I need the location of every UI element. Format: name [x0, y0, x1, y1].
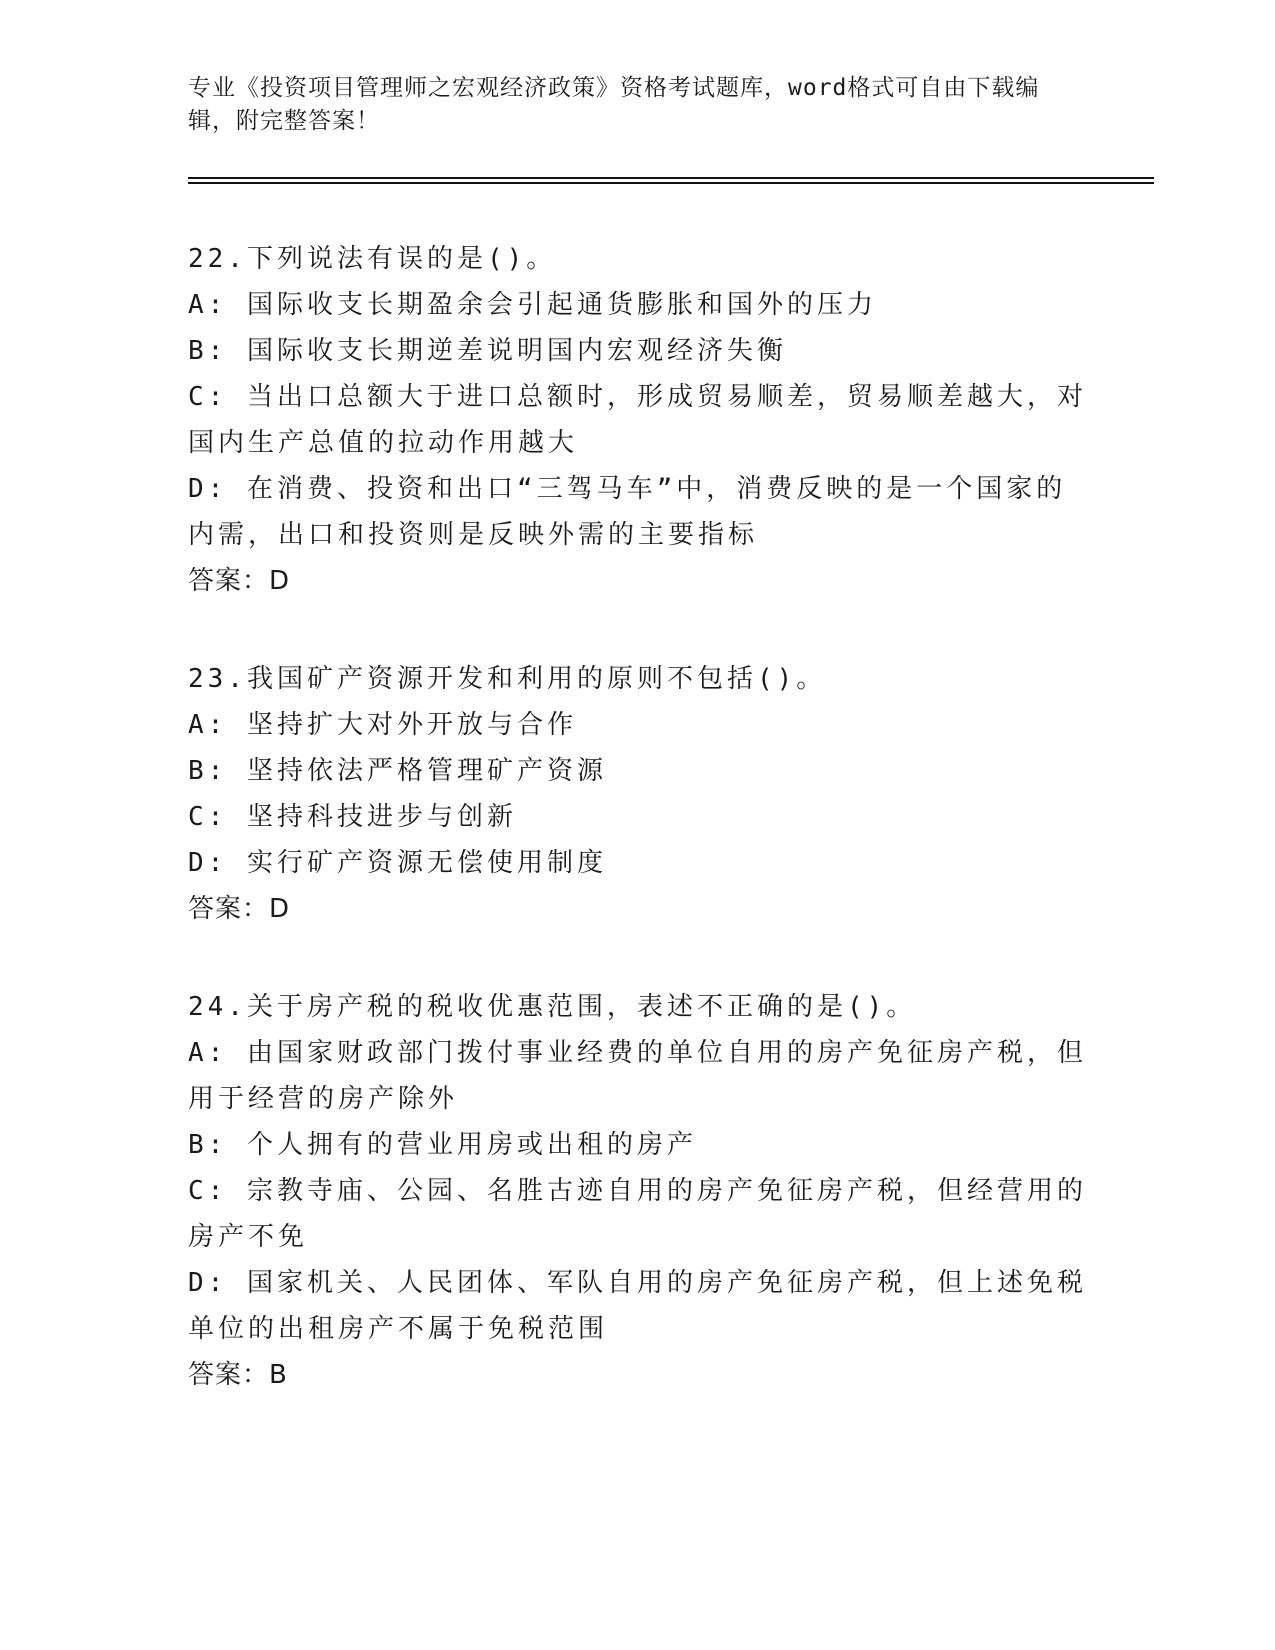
option-c: C: 坚持科技进步与创新 — [188, 802, 517, 832]
question-23 — [188, 656, 1088, 932]
option-b: B: 个人拥有的营业用房或出租的房产 — [188, 1130, 697, 1160]
option-a: A: 国际收支长期盈余会引起通货膨胀和国外的压力 — [188, 290, 877, 320]
answer-line: 答案：B — [188, 1360, 288, 1390]
question-list — [188, 236, 1088, 1450]
option-b: B: 国际收支长期逆差说明国内宏观经济失衡 — [188, 336, 787, 366]
document-header: 专业《投资项目管理师之宏观经济政策》资格考试题库，word格式可自由下载编辑，附完整答案！ — [188, 75, 1040, 134]
answer-line: 答案：D — [188, 566, 291, 596]
header-divider-top — [188, 177, 1154, 179]
question-stem: 22.下列说法有误的是()。 — [188, 244, 557, 274]
option-a: A: 坚持扩大对外开放与合作 — [188, 710, 577, 740]
option-d: D: 国家机关、人民团体、军队自用的房产免征房产税，但上述免税单位的出租房产不属于免税范围 — [188, 1268, 1087, 1344]
header-divider-bottom — [188, 182, 1154, 184]
question-stem: 23.我国矿产资源开发和利用的原则不包括()。 — [188, 664, 827, 694]
answer-line: 答案：D — [188, 894, 291, 924]
question-24 — [188, 984, 1088, 1398]
option-a: A: 由国家财政部门拨付事业经费的单位自用的房产免征房产税，但用于经营的房产除外 — [188, 1038, 1087, 1114]
option-b: B: 坚持依法严格管理矿产资源 — [188, 756, 607, 786]
option-d: D: 在消费、投资和出口“三驾马车”中，消费反映的是一个国家的内需，出口和投资则是反映外需的主要指标 — [188, 474, 1067, 550]
option-d: D: 实行矿产资源无偿使用制度 — [188, 848, 607, 878]
option-c: C: 当出口总额大于进口总额时，形成贸易顺差，贸易顺差越大，对国内生产总值的拉动作用越大 — [188, 382, 1087, 458]
question-22 — [188, 236, 1088, 604]
option-c: C: 宗教寺庙、公园、名胜古迹自用的房产免征房产税，但经营用的房产不免 — [188, 1176, 1087, 1252]
question-stem: 24.关于房产税的税收优惠范围，表述不正确的是()。 — [188, 992, 917, 1022]
